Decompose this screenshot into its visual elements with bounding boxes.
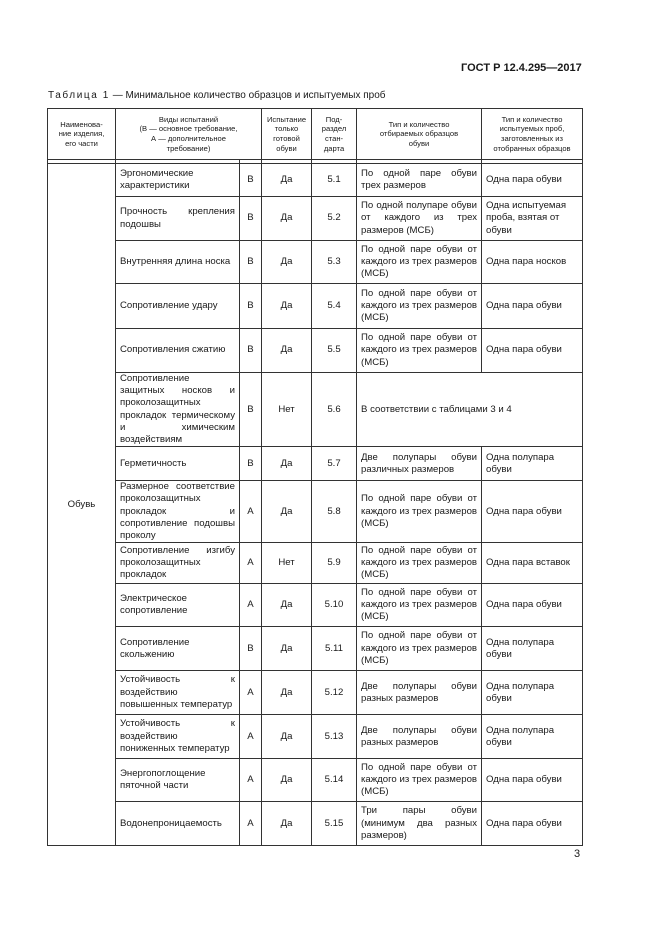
subsection-cell: 5.3 [312,241,357,284]
table-row [48,671,583,715]
requirement-cell: А [240,543,262,584]
table-caption [48,90,386,101]
requirement-cell: В [240,197,262,241]
samples-cell: По одной паре обуви от каждого из трех размеров (МСБ) [357,543,482,584]
finished-only-cell: Да [262,164,312,197]
specimens-cell: Одна полупара обуви [482,715,583,759]
table-row [48,329,583,373]
samples-cell: По одной паре обуви от каждого из трех размеров (МСБ) [357,241,482,284]
table-row [48,759,583,802]
finished-only-cell: Да [262,447,312,481]
finished-only-cell: Да [262,759,312,802]
header-samples: Тип и количество отбираемых образцов обуви [357,109,482,160]
samples-cell: Две полупары обуви различных размеров [357,447,482,481]
table-row [48,164,583,197]
requirement-cell: А [240,802,262,846]
test-type-cell: Устойчивость к воздействию пониженных температур [116,715,240,759]
finished-only-cell: Нет [262,543,312,584]
product-name-cell: Обувь [48,164,116,846]
samples-cell: По одной паре обуви от каждого из трех размеров (МСБ) [357,759,482,802]
samples-cell: По одной полупаре обуви от каждого из трех размеров (МСБ) [357,197,482,241]
table-row [48,241,583,284]
subsection-cell: 5.1 [312,164,357,197]
samples-cell: Две полупары обуви разных размеров [357,715,482,759]
requirement-cell: В [240,373,262,447]
requirement-cell: В [240,241,262,284]
header-specimens: Тип и количество испытуемых проб, заготовленных из отобранных образцов [482,109,583,160]
requirement-cell: В [240,164,262,197]
requirement-cell: А [240,759,262,802]
subsection-cell: 5.9 [312,543,357,584]
specimens-cell: Одна полупара обуви [482,671,583,715]
subsection-cell: 5.13 [312,715,357,759]
subsection-cell: 5.15 [312,802,357,846]
requirement-cell: А [240,671,262,715]
subsection-cell: 5.8 [312,481,357,543]
finished-only-cell: Да [262,481,312,543]
header-subsection: Под- раздел стан- дарта [312,109,357,160]
test-type-cell: Прочность крепления подошвы [116,197,240,241]
specimens-cell: Одна пара обуви [482,164,583,197]
requirement-cell: В [240,329,262,373]
test-type-cell: Герметичность [116,447,240,481]
subsection-cell: 5.7 [312,447,357,481]
finished-only-cell: Нет [262,373,312,447]
samples-cell: В соответствии с таблицами 3 и 4 [357,373,583,447]
subsection-cell: 5.5 [312,329,357,373]
finished-only-cell: Да [262,715,312,759]
header-test-type: Виды испытаний (В — основное требование, А — дополнительное требование) [116,109,262,160]
finished-only-cell: Да [262,329,312,373]
test-type-cell: Устойчивость к воздействию повышенных температур [116,671,240,715]
requirement-cell: А [240,584,262,627]
finished-only-cell: Да [262,197,312,241]
page-number: 3 [574,848,581,860]
table-row [48,584,583,627]
specimens-cell: Одна пара вставок [482,543,583,584]
table-row [48,284,583,329]
samples-cell: Две полупары обуви разных размеров [357,671,482,715]
table-row [48,802,583,846]
specimens-cell: Одна пара обуви [482,329,583,373]
table-caption-label: Таблица 1 [48,90,110,101]
finished-only-cell: Да [262,627,312,671]
header-finished-only: Испытание только готовой обуви [262,109,312,160]
finished-only-cell: Да [262,671,312,715]
table-header-row [48,109,583,160]
test-type-cell: Сопротивление скольжению [116,627,240,671]
finished-only-cell: Да [262,284,312,329]
table-row [48,543,583,584]
table-caption-text: — Минимальное количество образцов и испытуемых проб [109,90,386,101]
specimens-cell: Одна полупара обуви [482,627,583,671]
specimens-cell: Одна полупара обуви [482,447,583,481]
test-type-cell: Сопротивление изгибу проколозащитных прокладок [116,543,240,584]
finished-only-cell: Да [262,241,312,284]
requirement-cell: В [240,284,262,329]
samples-cell: По одной паре обуви от каждого из трех размеров (МСБ) [357,584,482,627]
document-code: ГОСТ Р 12.4.295—2017 [461,62,582,74]
subsection-cell: 5.6 [312,373,357,447]
finished-only-cell: Да [262,584,312,627]
requirement-cell: В [240,447,262,481]
specimens-cell: Одна испытуемая проба, взятая от обуви [482,197,583,241]
specimens-cell: Одна пара обуви [482,584,583,627]
samples-cell: По одной паре обуви от каждого из трех размеров (МСБ) [357,627,482,671]
requirement-cell: А [240,715,262,759]
subsection-cell: 5.10 [312,584,357,627]
test-type-cell: Эргономические характеристики [116,164,240,197]
samples-cell: Три пары обуви (минимум два разных размеров) [357,802,482,846]
table-row [48,447,583,481]
samples-cell: По одной паре обуви от каждого из трех размеров (МСБ) [357,284,482,329]
requirement-cell: А [240,481,262,543]
test-type-cell: Сопротивление удару [116,284,240,329]
subsection-cell: 5.2 [312,197,357,241]
samples-cell: По одной паре обуви от каждого из трех размеров (МСБ) [357,329,482,373]
header-product: Наименова- ние изделия, его части [48,109,116,160]
table-row [48,481,583,543]
test-type-cell: Сопротивления сжатию [116,329,240,373]
subsection-cell: 5.11 [312,627,357,671]
samples-cell: По одной паре обуви трех размеров [357,164,482,197]
test-type-cell: Сопротивление защитных носков и проколозащитных прокладок термическому и химическим воздействиям [116,373,240,447]
sample-count-table [47,108,583,846]
finished-only-cell: Да [262,802,312,846]
specimens-cell: Одна пара обуви [482,284,583,329]
table-row [48,715,583,759]
subsection-cell: 5.12 [312,671,357,715]
subsection-cell: 5.14 [312,759,357,802]
specimens-cell: Одна пара обуви [482,802,583,846]
table-row [48,197,583,241]
specimens-cell: Одна пара носков [482,241,583,284]
test-type-cell: Водонепроницаемость [116,802,240,846]
table-row [48,627,583,671]
specimens-cell: Одна пара обуви [482,759,583,802]
subsection-cell: 5.4 [312,284,357,329]
test-type-cell: Электрическое сопротивление [116,584,240,627]
test-type-cell: Энергопоглощение пяточной части [116,759,240,802]
specimens-cell: Одна пара обуви [482,481,583,543]
requirement-cell: В [240,627,262,671]
test-type-cell: Размерное соответствие проколозащитных прокладок и сопротивление подошвы проколу [116,481,240,543]
table-row [48,373,583,447]
samples-cell: По одной паре обуви от каждого из трех размеров (МСБ) [357,481,482,543]
test-type-cell: Внутренняя длина носка [116,241,240,284]
